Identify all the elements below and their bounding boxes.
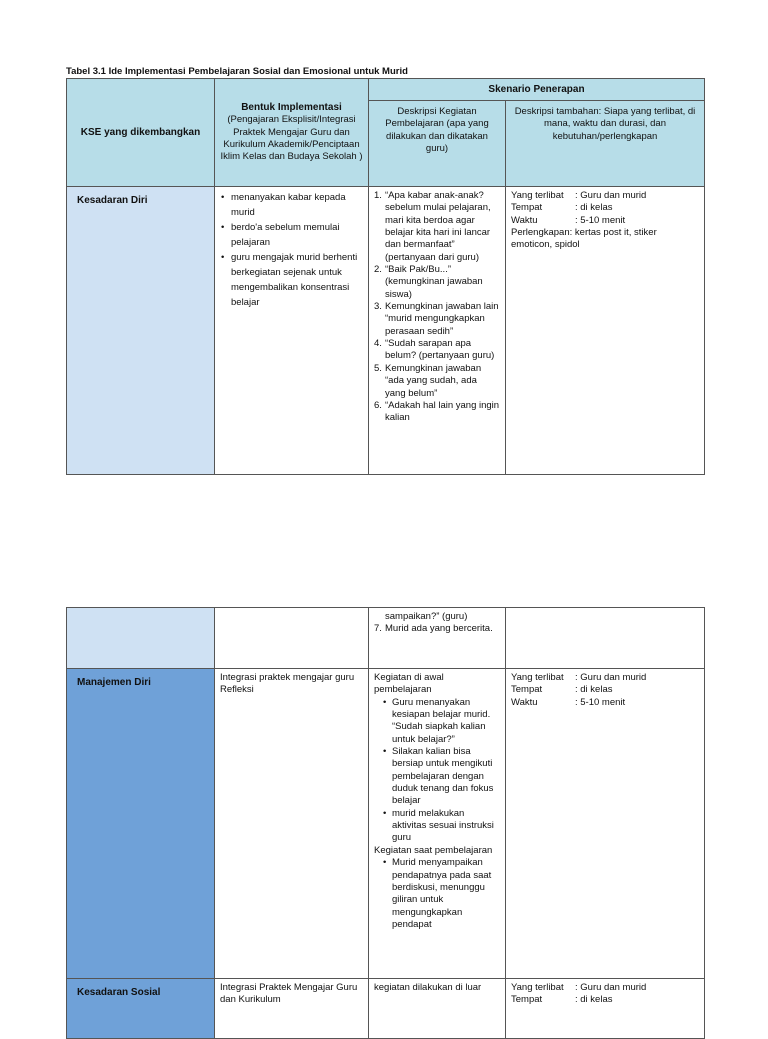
value-tempat: : di kelas xyxy=(575,202,613,214)
tambahan-continued xyxy=(506,608,705,669)
list-item: • menanyakan kabar kepada murid xyxy=(231,190,363,220)
table-title: Tabel 3.1 Ide Implementasi Pembelajaran Sosial dan Emosional untuk Murid xyxy=(66,66,408,77)
bentuk-manajemen-diri xyxy=(215,669,369,979)
list-item: 6. “Adakah hal lain yang ingin kalian xyxy=(374,399,500,424)
tambahan-manajemen-diri xyxy=(506,669,705,979)
header-kse: KSE yang dikembangkan xyxy=(67,79,215,187)
implementation-table-2 xyxy=(66,607,705,1039)
list-item: • berdo'a sebelum memulai pelajaran xyxy=(231,220,363,250)
header-deskripsi-tambahan: Deskripsi tambahan: Siapa yang terlibat, di mana, waktu dan durasi, dan kebutuhan/perlengkapan xyxy=(506,101,705,187)
kegiatan-manajemen-diri xyxy=(369,669,506,979)
value-tempat: : di kelas xyxy=(575,994,613,1006)
value-perlengkapan: Perlengkapan: kertas post it, stiker emoticon, spidol xyxy=(511,227,657,251)
label-terlibat: Yang terlibat xyxy=(511,982,564,993)
kse-kesadaran-diri: Kesadaran Diri xyxy=(67,187,215,475)
list-item: • Guru menanyakan kesiapan belajar murid. “Sudah siapkah kalian untuk belajar?” xyxy=(392,697,500,746)
tambahan-kesadaran-sosial xyxy=(506,979,705,1039)
list-item: 7. Murid ada yang bercerita. xyxy=(374,623,493,635)
header-bentuk-title: Bentuk Implementasi xyxy=(241,102,342,114)
kegiatan-kesadaran-diri xyxy=(369,187,506,475)
kse-manajemen-diri: Manajemen Diri xyxy=(67,669,215,979)
continued-text: sampaikan?” (guru) xyxy=(385,611,468,622)
bentuk-kesadaran-diri xyxy=(215,187,369,475)
implementation-table-1 xyxy=(66,78,705,475)
label-waktu: Waktu xyxy=(511,214,538,226)
kse-kesadaran-sosial: Kesadaran Sosial xyxy=(67,979,215,1039)
header-deskripsi-kegiatan: Deskripsi Kegiatan Pembelajaran (apa yang dilakukan dan dikatakan guru) xyxy=(369,101,506,187)
header-skenario: Skenario Penerapan xyxy=(369,79,705,101)
value-waktu: : 5-10 menit xyxy=(575,696,626,708)
list-item: 5. Kemungkinan jawaban “ada yang sudah, ada yang belum” xyxy=(374,362,482,399)
header-bentuk-subtitle: (Pengajaran Eksplisit/Integrasi Praktek Mengajar Guru dan Kurikulum Akademik/Penciptaan Iklim Kelas dan Budaya Sekolah ) xyxy=(220,114,363,163)
list-item: • Murid menyampaikan pendapatnya pada saat berdiskusi, menunggu giliran untuk mengungkapkan pendapat xyxy=(392,857,500,931)
list-item: 4. “Sudah sarapan apa belum? (pertanyaan guru) xyxy=(374,338,495,362)
label-tempat: Tempat xyxy=(511,994,543,1006)
bentuk-line: Integrasi praktek mengajar guru xyxy=(220,672,355,683)
section-label: Kegiatan di awal pembelajaran xyxy=(374,672,444,696)
value-terlibat: : Guru dan murid xyxy=(575,672,647,683)
list-item: • murid melakukan aktivitas sesuai instruksi guru xyxy=(392,808,500,845)
label-tempat: Tempat xyxy=(511,202,543,214)
label-terlibat: Yang terlibat xyxy=(511,672,564,683)
header-bentuk xyxy=(215,79,369,187)
list-item: • Silakan kalian bisa bersiap untuk mengikuti pembelajaran dengan duduk tenang dan fokus belajar xyxy=(392,746,500,808)
kse-continued xyxy=(67,608,215,669)
tambahan-kesadaran-diri xyxy=(506,187,705,475)
section-label: Kegiatan saat pembelajaran xyxy=(374,844,493,856)
value-waktu: : 5-10 menit xyxy=(575,214,626,226)
bentuk-continued xyxy=(215,608,369,669)
list-item: 2. “Baik Pak/Bu...” (kemungkinan jawaban siswa) xyxy=(374,264,483,300)
list-item: • guru mengajak murid berhenti berkegiatan sejenak untuk mengembalikan konsentrasi belajar xyxy=(231,250,363,310)
label-tempat: Tempat xyxy=(511,684,543,696)
value-terlibat: : Guru dan murid xyxy=(575,982,647,993)
kegiatan-kesadaran-sosial: kegiatan dilakukan di luar xyxy=(369,979,506,1039)
value-tempat: : di kelas xyxy=(575,684,613,696)
label-waktu: Waktu xyxy=(511,696,538,708)
bentuk-kesadaran-sosial: Integrasi Praktek Mengajar Guru dan Kurikulum xyxy=(215,979,369,1039)
list-item: 1. “Apa kabar anak-anak? sebelum mulai pelajaran, mari kita berdoa agar belajar kita hari ini lancar dan bermanfaat” (pertanyaan dari guru) xyxy=(374,190,491,263)
label-terlibat: Yang terlibat xyxy=(511,190,564,201)
bentuk-line: Refleksi xyxy=(220,684,254,696)
kegiatan-continued xyxy=(369,608,506,669)
value-terlibat: : Guru dan murid xyxy=(575,190,647,201)
list-item: 3. Kemungkinan jawaban lain “murid mengungkapkan perasaan sedih” xyxy=(374,301,499,337)
